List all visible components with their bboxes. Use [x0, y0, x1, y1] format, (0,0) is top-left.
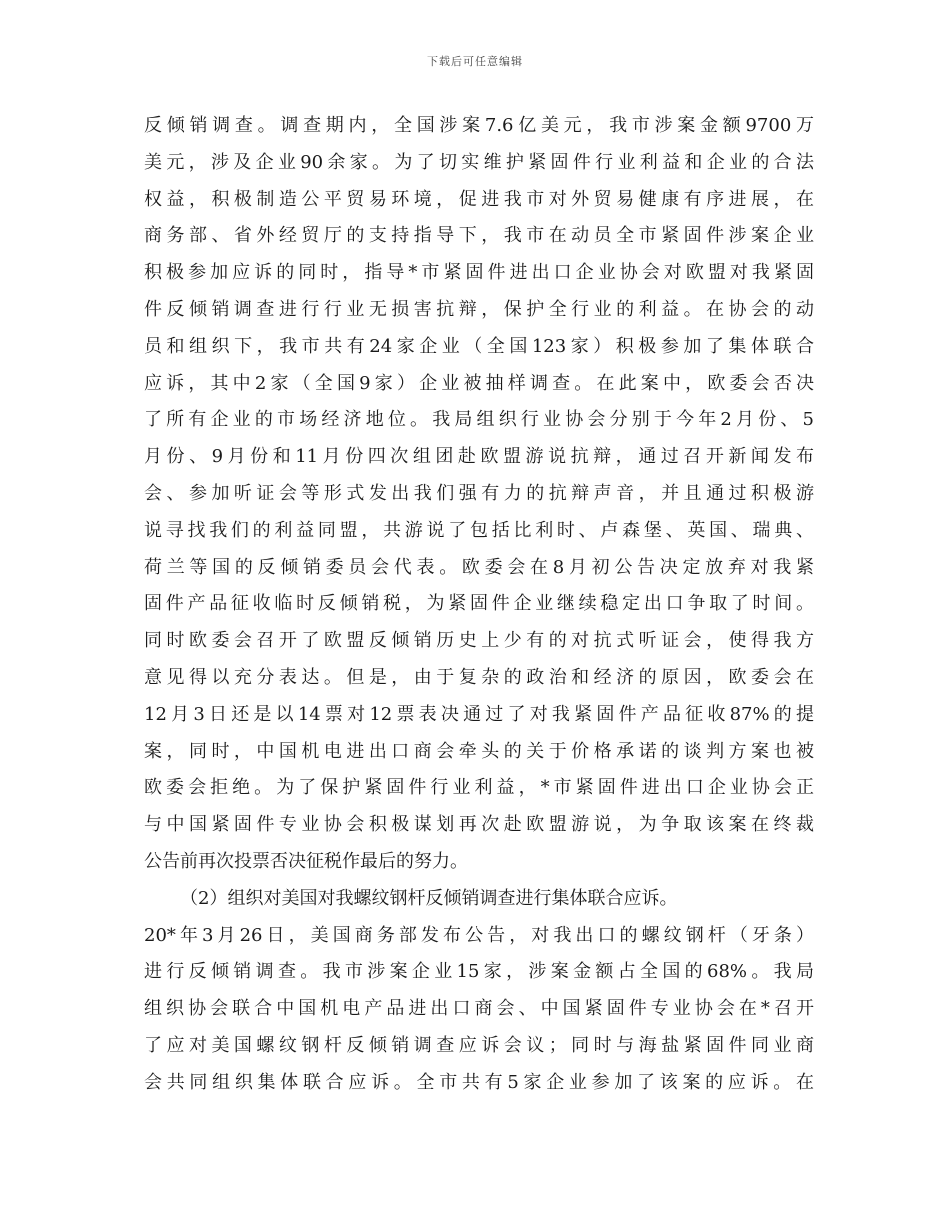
text-line: 件反倾销调查进行行业无损害抗辩，保护全行业的利益。在协会的动	[144, 298, 814, 320]
text-line: 反倾销调查。调查期内，全国涉案7.6亿美元，我市涉案金额9700万	[144, 115, 814, 136]
text-line: 案，同时，中国机电进出口商会牵头的关于价格承诺的谈判方案也被	[144, 740, 814, 762]
text-line: 固件产品征收临时反倾销税，为紧固件企业继续稳定出口争取了时间。	[144, 593, 814, 615]
text-line: 权益，积极制造公平贸易环境，促进我市对外贸易健康有序进展，在	[144, 188, 814, 210]
text-line: 与中国紧固件专业协会积极谋划再次赴欧盟游说，为争取该案在终裁	[144, 814, 814, 836]
text-line: 意见得以充分表达。但是，由于复杂的政治和经济的原因，欧委会在	[144, 666, 814, 688]
section-heading: （2）组织对美国对我螺纹钢杆反倾销调查进行集体联合应诉。	[180, 887, 678, 909]
text-line: 12月3日还是以14票对12票表决通过了对我紧固件产品征收87%的提	[144, 703, 814, 725]
text-line: 20*年3月26日，美国商务部发布公告，对我出口的螺纹钢杆（牙条）	[144, 924, 814, 946]
text-line: 了应对美国螺纹钢杆反倾销调查应诉会议；同时与海盐紧固件同业商	[144, 1034, 814, 1056]
text-line: 说寻找我们的利益同盟，共游说了包括比利时、卢森堡、英国、瑞典、	[144, 519, 814, 541]
text-line: 进行反倾销调查。我市涉案企业15家，涉案金额占全国的68%。我局	[144, 961, 814, 983]
text-line: 组织协会联合中国机电产品进出口商会、中国紧固件专业协会在*召开	[144, 998, 814, 1020]
text-line: 应诉，其中2家（全国9家）企业被抽样调查。在此案中，欧委会否决	[144, 372, 814, 394]
text-line: 商务部、省外经贸厅的支持指导下，我市在动员全市紧固件涉案企业	[144, 225, 814, 247]
text-line: 月份、9月份和11月份四次组团赴欧盟游说抗辩，通过召开新闻发布	[144, 446, 814, 468]
text-line: 了所有企业的市场经济地位。我局组织行业协会分别于今年2月份、5	[144, 409, 814, 431]
text-line: 荷兰等国的反倾销委员会代表。欧委会在8月初公告决定放弃对我紧	[144, 556, 814, 578]
text-line: 会共同组织集体联合应诉。全市共有5家企业参加了该案的应诉。在	[144, 1071, 814, 1093]
text-line: 积极参加应诉的同时，指导*市紧固件进出口企业协会对欧盟对我紧固	[144, 262, 814, 284]
text-line: 欧委会拒绝。为了保护紧固件行业利益，*市紧固件进出口企业协会正	[144, 777, 814, 799]
text-line: 同时欧委会召开了欧盟反倾销历史上少有的对抗式听证会，使得我方	[144, 630, 814, 652]
text-line: 美元，涉及企业90余家。为了切实维护紧固件行业利益和企业的合法	[144, 151, 814, 173]
text-line: 员和组织下，我市共有24家企业（全国123家）积极参加了集体联合	[144, 335, 814, 357]
text-line: 公告前再次投票否决征税作最后的努力。	[144, 850, 468, 872]
body-text	[144, 108, 814, 1102]
page-header: 下载后可任意编辑	[427, 55, 523, 68]
text-line: 会、参加听证会等形式发出我们强有力的抗辩声音，并且通过积极游	[144, 482, 814, 504]
